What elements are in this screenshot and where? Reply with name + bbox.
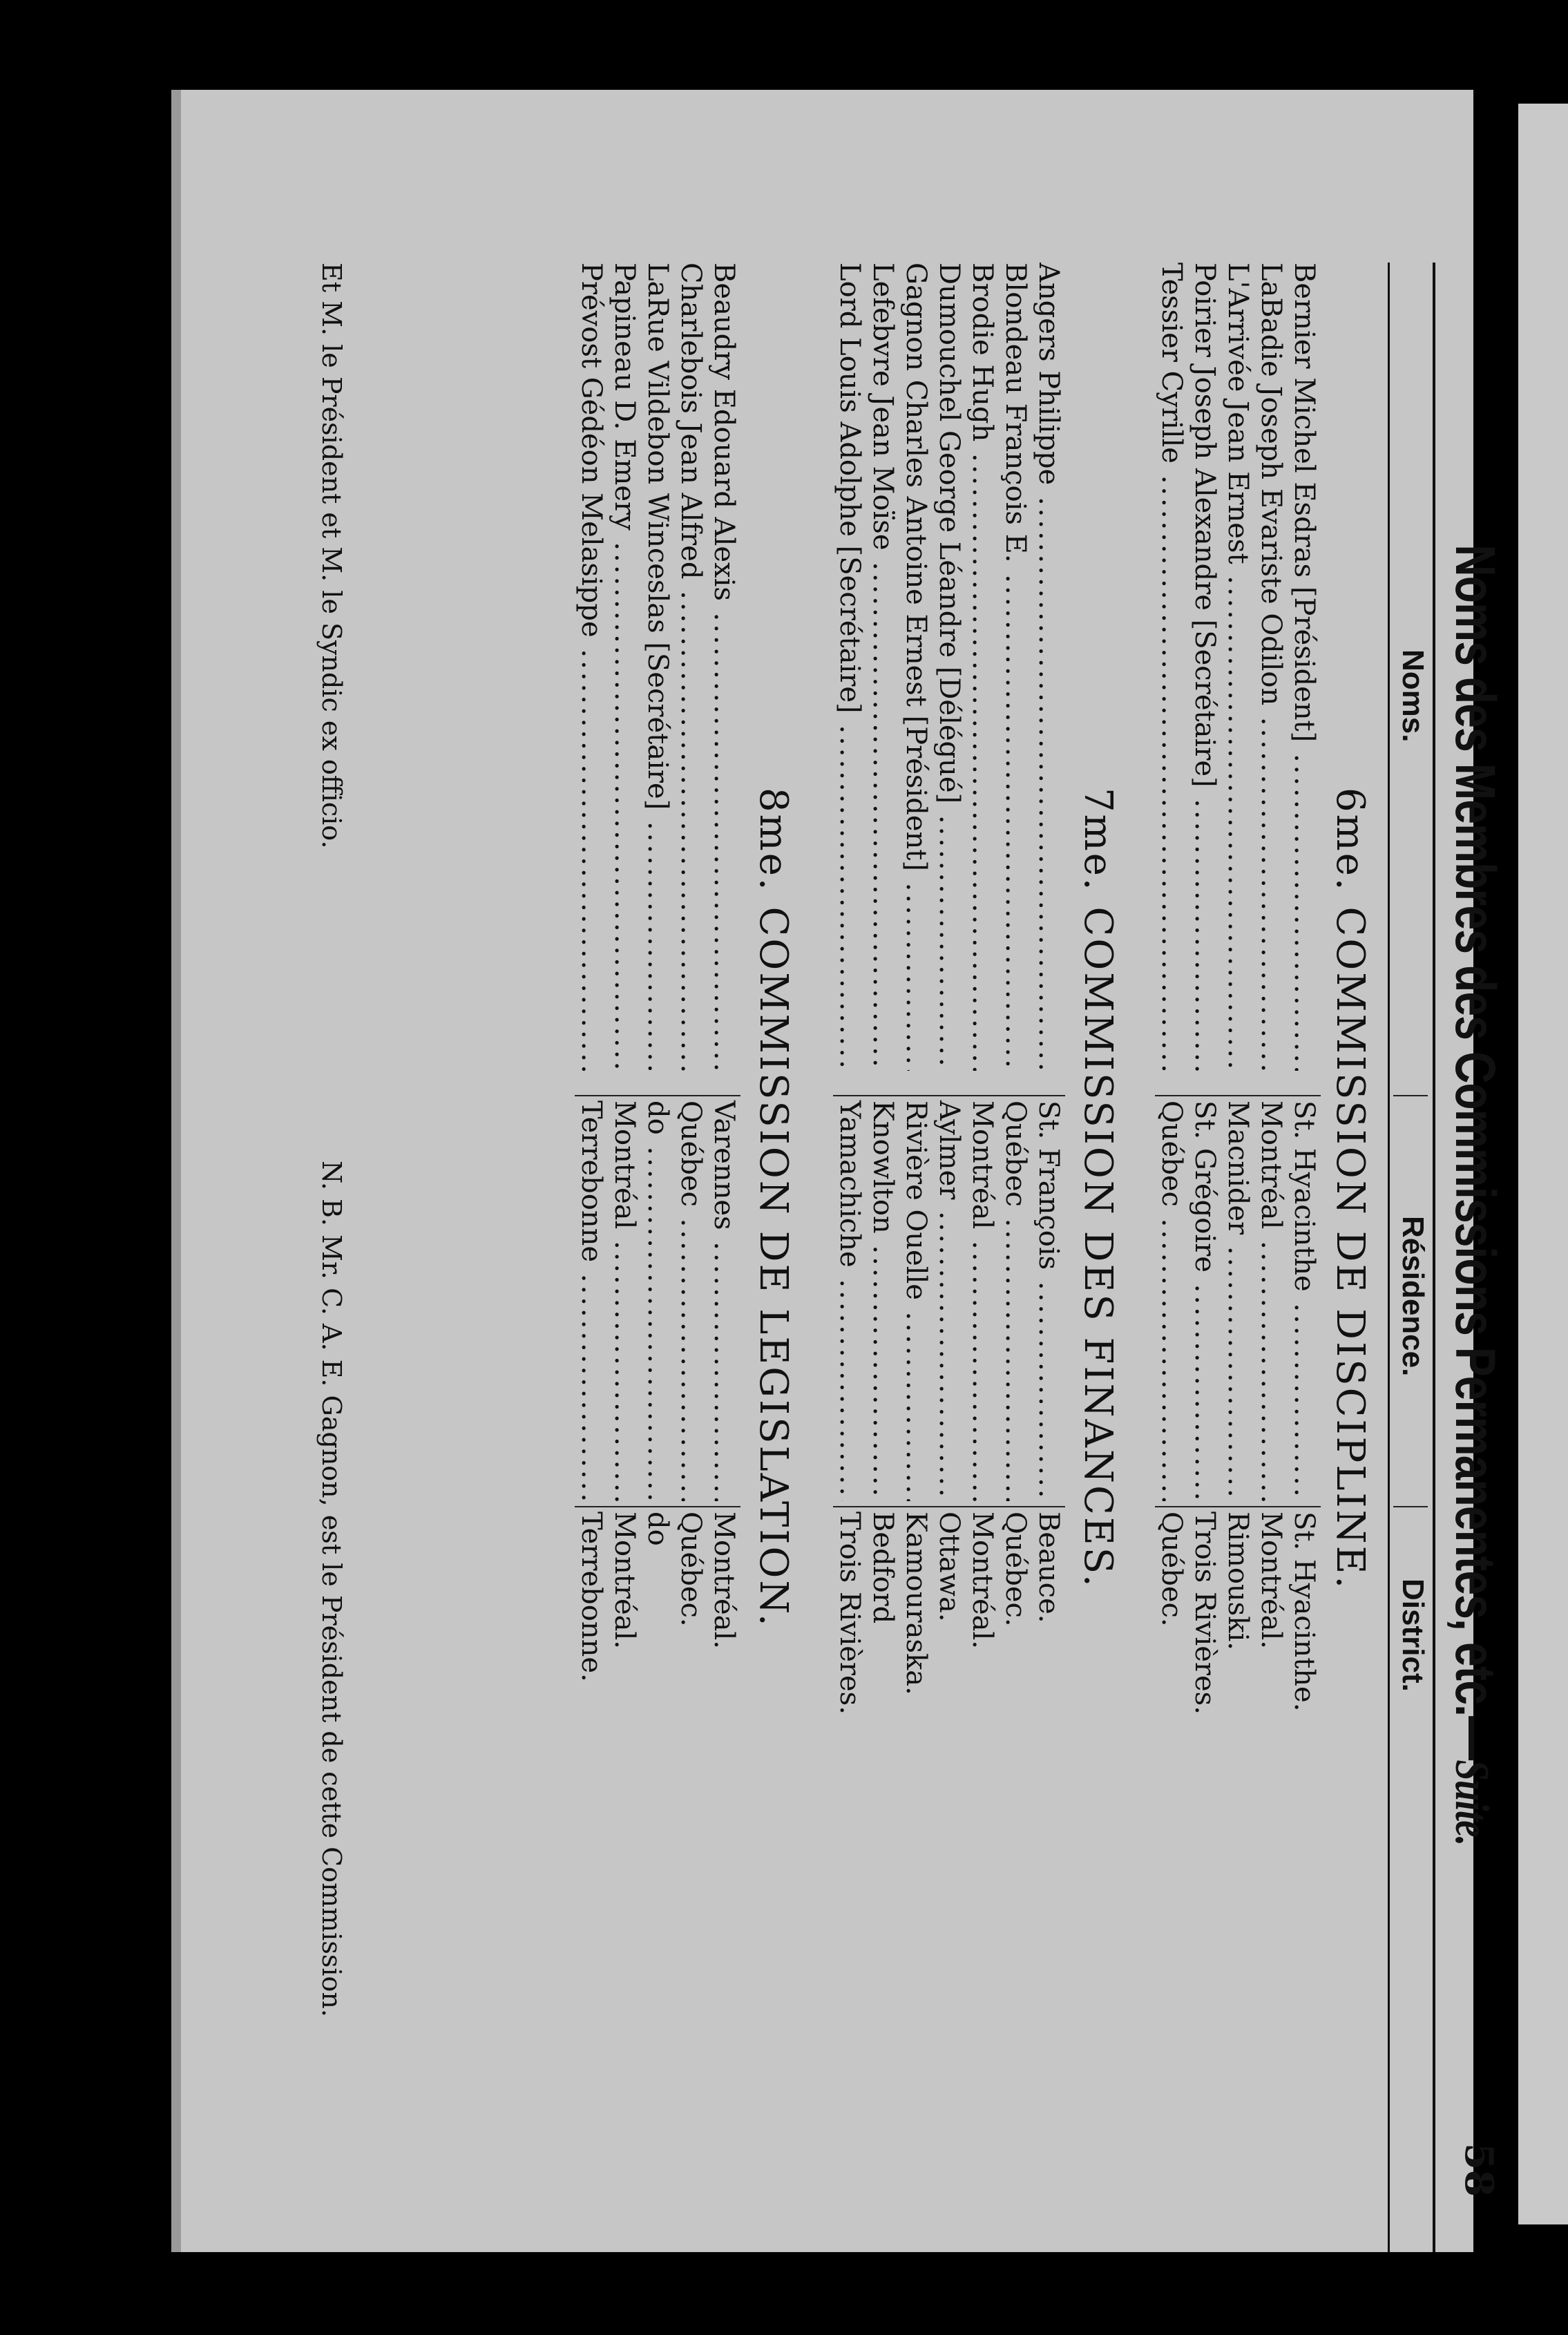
row-nom: Brodie Hugh .....: [966, 263, 999, 1071]
row-residence: Montréal .....: [608, 1095, 641, 1501]
page-title-text: Noms des Membres des Commissions Permanentes, etc.—: [1444, 544, 1507, 1760]
table-row: [899, 263, 933, 2252]
row-residence: Knowlton .....: [866, 1095, 899, 1501]
row-nom: Beaudry Edouard Alexis .....: [707, 263, 740, 1071]
section-heading-legislation: 8me. COMMISSION DE LEGISLATION.: [751, 788, 796, 1628]
table-row: [866, 263, 899, 2252]
table-row: [1288, 263, 1321, 2252]
row-nom: L'Arrivée Jean Ernest .....: [1221, 263, 1254, 1071]
table-row: [933, 263, 966, 2252]
row-district: Rimouski.: [1221, 1506, 1254, 1760]
row-district: Terrebonne.: [575, 1506, 608, 1760]
row-district: Québec.: [999, 1506, 1032, 1760]
row-nom: LaRue Vildebon Winceslas [Secrétaire] .....: [641, 263, 674, 1071]
row-district: Kamouraska.: [899, 1506, 933, 1760]
table-row: [1032, 263, 1065, 2252]
page-title-suffix: Suite.: [1445, 1760, 1498, 1846]
row-nom: Prévost Gédéon Melasippe .....: [575, 263, 608, 1071]
section-heading-finances: 7me. COMMISSION DES FINANCES.: [1075, 788, 1120, 1589]
row-nom: Papineau D. Emery .....: [608, 263, 641, 1071]
section-rows-discipline: [1155, 263, 1321, 2252]
table-row: [999, 263, 1032, 2252]
row-nom: LaBadie Joseph Evariste Odilon .....: [1254, 263, 1288, 1071]
row-residence: Rivière Ouelle .....: [899, 1095, 933, 1501]
row-residence: Québec .....: [999, 1095, 1032, 1501]
row-residence: St. Grégoire .....: [1188, 1095, 1221, 1501]
row-residence: St. François .....: [1032, 1095, 1065, 1501]
row-district: Bedford: [866, 1506, 899, 1760]
section-rows-finances: [833, 263, 1065, 2252]
row-nom: Lord Louis Adolphe [Secrétaire] .....: [833, 263, 866, 1071]
page-title: [1442, 468, 1507, 1923]
row-residence: Montréal .....: [966, 1095, 999, 1501]
rotated-content: [291, 263, 1507, 2335]
row-district: do: [641, 1506, 674, 1760]
row-district: St. Hyacinthe.: [1288, 1506, 1321, 1760]
column-header-district: District.: [1396, 1579, 1430, 1692]
row-district: Beauce.: [1032, 1506, 1065, 1760]
row-nom: Lefebvre Jean Moïse .....: [866, 263, 899, 1071]
row-district: Montréal.: [707, 1506, 740, 1760]
row-nom: Dumouchel George Léandre [Délégué] .....: [933, 263, 966, 1071]
header-rule-bottom: [1388, 263, 1390, 2252]
row-nom: Bernier Michel Esdras [Président] .....: [1288, 263, 1321, 1071]
row-district: Québec.: [674, 1506, 707, 1760]
row-nom: Poirier Joseph Alexandre [Secrétaire] .....: [1188, 263, 1221, 1071]
section-heading-discipline: 6me. COMMISSION DE DISCIPLINE.: [1328, 788, 1373, 1591]
row-residence: Aylmer .....: [933, 1095, 966, 1501]
adjacent-page-edge: [1518, 104, 1568, 2224]
row-residence: do .....: [641, 1095, 674, 1501]
table-row: [641, 263, 674, 2252]
row-residence: St. Hyacinthe .....: [1288, 1095, 1321, 1501]
row-nom: Blondeau François E. .....: [999, 263, 1032, 1071]
section-rows-legislation: [575, 263, 740, 2252]
table-row: [966, 263, 999, 2252]
page-number: 58: [1456, 2143, 1502, 2197]
table-row: [674, 263, 707, 2252]
row-district: Montréal.: [966, 1506, 999, 1760]
table-row: [608, 263, 641, 2252]
footer-left-note: Et M. le Président et M. le Syndic ex officio.: [316, 263, 347, 849]
row-residence: Varennes .....: [707, 1095, 740, 1501]
table-row: [1188, 263, 1221, 2252]
row-district: Trois Rivières.: [833, 1506, 866, 1760]
row-district: Trois Rivières.: [1188, 1506, 1221, 1760]
row-district: Ottawa.: [933, 1506, 966, 1760]
column-divider-1: [1393, 1095, 1428, 1096]
row-district: Québec.: [1155, 1506, 1188, 1760]
row-district: Montréal.: [608, 1506, 641, 1760]
table-row: [1155, 263, 1188, 2252]
footer-right-note: N. B. Mr. C. A. E. Gagnon, est le Président de cette Commission.: [316, 1161, 347, 2017]
row-nom: Gagnon Charles Antoine Ernest [Président] .....: [899, 263, 933, 1071]
row-residence: Québec .....: [1155, 1095, 1188, 1501]
row-nom: Charlebois Jean Alfred .....: [674, 263, 707, 1071]
row-residence: Yamachiche .....: [833, 1095, 866, 1501]
table-row: [575, 263, 608, 2252]
table-row: [707, 263, 740, 2252]
table-row: [1254, 263, 1288, 2252]
column-header-noms: Noms.: [1396, 649, 1430, 743]
column-divider-2: [1393, 1506, 1428, 1507]
row-district: Montréal.: [1254, 1506, 1288, 1760]
column-header-residence: Résidence.: [1396, 1216, 1430, 1377]
row-residence: Terrebonne .....: [575, 1095, 608, 1501]
scanned-page: [171, 90, 1507, 2252]
row-residence: Macnider .....: [1221, 1095, 1254, 1501]
row-nom: Tessier Cyrille .....: [1155, 263, 1188, 1071]
row-residence: Québec .....: [674, 1095, 707, 1501]
table-row: [833, 263, 866, 2252]
row-nom: Angers Philippe .....: [1032, 263, 1065, 1071]
row-residence: Montréal .....: [1254, 1095, 1288, 1501]
header-rule-top: [1433, 263, 1435, 2252]
table-row: [1221, 263, 1254, 2252]
